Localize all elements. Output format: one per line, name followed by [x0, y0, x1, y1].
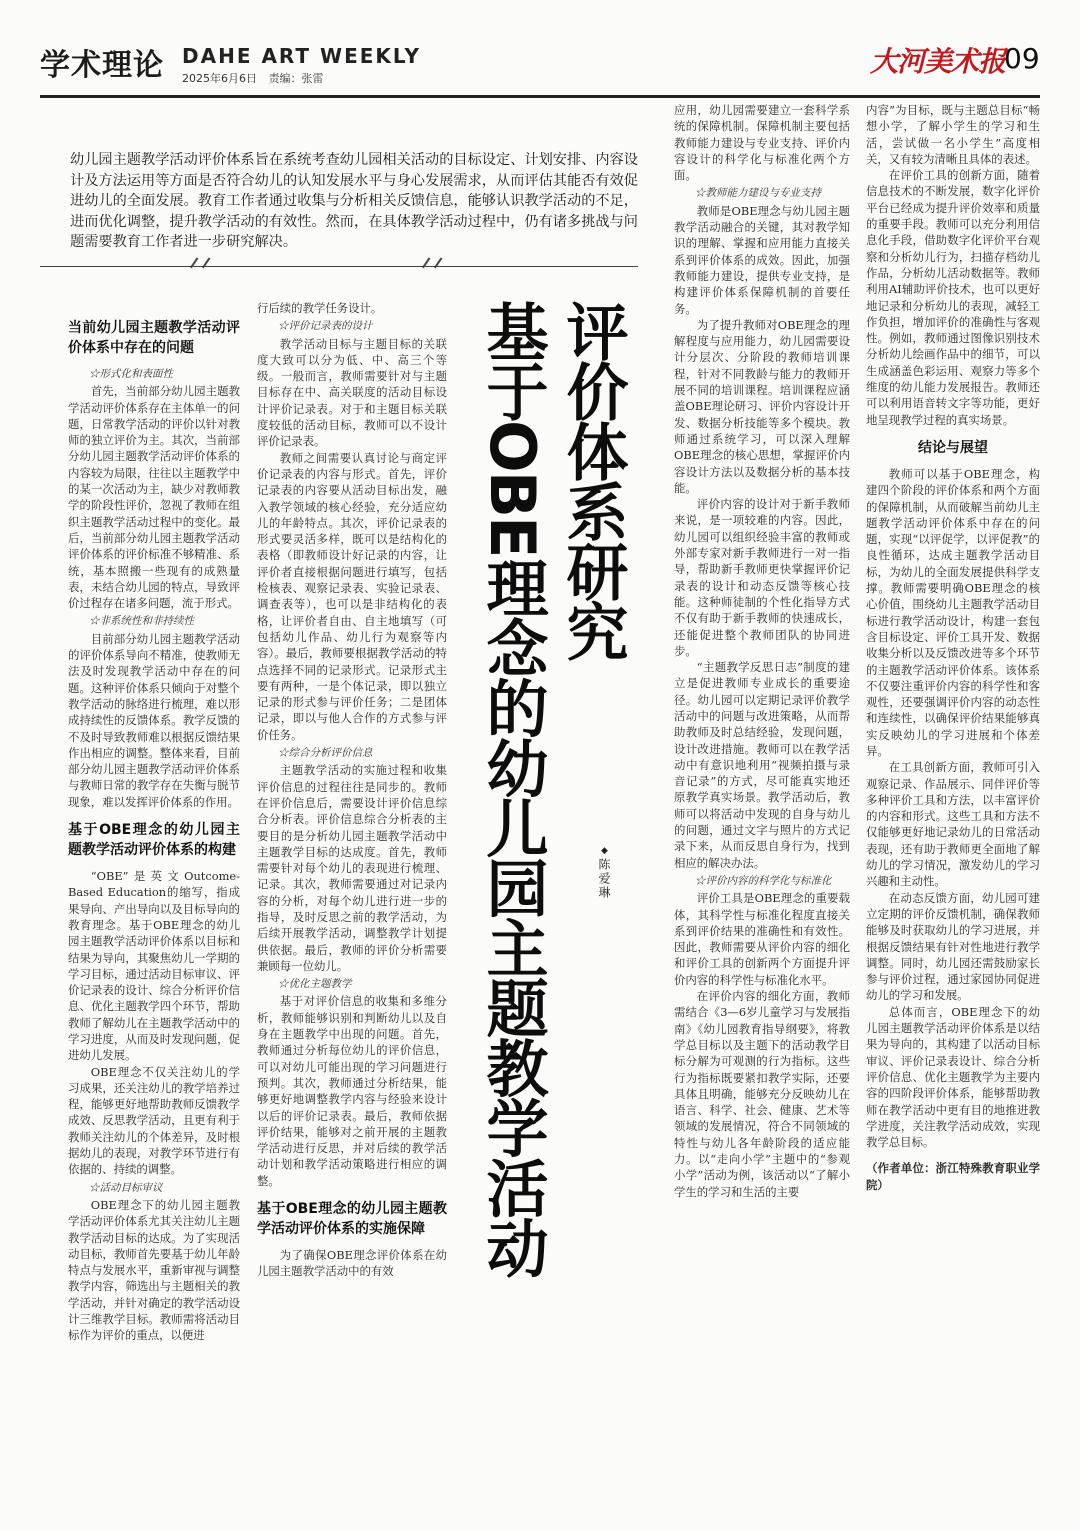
paragraph: 首先，当前部分幼儿园主题教学活动评价体系存在主体单一的问题，日常教学活动的评价以针对教师的独立评价为主。其次，当前部分幼儿园主题教学活动评价体系的内容较为局限，往往以主题教学中的某一次活动为主，缺少对教师教学的阶段性评价，忽视了教师在组织主题教学活动过程中的变化。最后，当前部分幼儿园主题教学活动评价体系的评价标准不够精准、系统，基本照搬一些现有的成熟量表，未结合幼儿园的特点，导致评价过程存在诸多问题，流于形式。 [68, 384, 240, 611]
issue-date: 2025年6月6日 [182, 72, 257, 85]
paragraph: 总体而言，OBE理念下的幼儿园主题教学活动评价体系是以结果为导向的，其构建了以活动目标审议、评价记录表设计、综合分析评价信息、优化主题教学为主要内容的四阶段评价体系，能够帮助教师在教学活动中更有目的地推进教学进度，关注教学活动成效，实现教学总目标。 [866, 1004, 1040, 1150]
paragraph: 基于对评价信息的收集和多维分析，教师能够识别和判断幼儿以及自身在主题教学中出现的问题。首先，教师通过分析每位幼儿的评价信息，可以对幼儿可能出现的学习问题进行预判。其次，教师通过分析结果，能够更好地调整教学内容与经验来设计以后的评价记录表。最后，教师依据评价结果，能够对之前开展的主题教学活动进行反思，并对后续的教学活动计划和教学活动策略进行相应的调整。 [257, 994, 447, 1188]
masthead-logo: 大河美术报 [870, 45, 1006, 78]
paragraph: “OBE”是英文Outcome-Based Education的缩写，指成果导向、产出导向以及目标导向的教育理念。基于OBE理念的幼儿园主题教学活动评价体系以目标和结果为导向，其聚焦幼儿一学期的学习目标，通过活动目标审议、评价记录表的设计、综合分析评价信息、优化主题教学四个环节，帮助教师了解幼儿在主题教学活动中的学习进度，从而及时发现问题，促进幼儿发展。 [68, 869, 240, 1063]
subheading: ☆形式化和表面性 [89, 368, 173, 380]
paragraph: 教师是OBE理念与幼儿园主题教学活动融合的关键，其对教学知识的理解、掌握和应用能力直接关系到评价体系的成效。因此，加强教师能力建设，提供专业支持，是构建评价体系保障机制的首要任务。 [674, 203, 850, 316]
paragraph: 在评价内容的细化方面，教师需结合《3—6岁儿童学习与发展指南》《幼儿园教育指导纲要》，将教学总目标以及主题下的活动教学目标分解为可观测的行为指标。这些行为指标既要紧扣教学实际，还要具体且明确，能够充分反映幼儿在语言、科学、社会、健康、艺术等领域的发展情况，符合不同领域的特性与幼儿各年龄阶段的适应能力。以“走向小学”主题中的“参观小学”活动为例，该活动以“了解小学生的学习和生活的主要 [674, 989, 850, 1199]
paragraph: 在工具创新方面，教师可引入观察记录、作品展示、同伴评价等多种评价工具和方法，以丰富评价的内容和形式。这些工具和方法不仅能够更好地记录幼儿的日常活动表现，还有助于教师更全面地了解幼儿的学习情况，激发幼儿的学习兴趣和主动性。 [866, 760, 1040, 889]
article-title-line-1: 评价体系研究 [556, 300, 629, 660]
paragraph: 在动态反馈方面，幼儿园可建立定期的评价反馈机制，确保教师能够及时获取幼儿的学习进展，并根据反馈结果有针对性地进行教学调整。同时，幼儿园还需鼓励家长参与评价过程，通过家园协同促进幼儿的学习和发展。 [866, 890, 1040, 1003]
subheading: ☆教师能力建设与专业支持 [695, 187, 821, 200]
column-2 [257, 300, 447, 1525]
section-title: 学术理论 [40, 48, 164, 83]
paragraph: 教师可以基于OBE理念，构建四个阶段的评价体系和两个方面的保障机制，从而破解当前幼儿主题教学活动评价体系中存在的问题，实现“以评促学，以评促教”的良性循环，达成主题教学活动目标，为幼儿的全面发展提供科学支撑。教师需要明确OBE理念的核心价值，围绕幼儿主题教学活动目标进行教学活动设计，构建一套包含目标设定、评价工具开发、数据收集分析以及反馈改进等多个环节的主题教学活动评价体系。该体系不仅要注重评价内容的科学性和客观性，还要强调评价内容的动态性和连续性，以确保评价结果能够真实反映幼儿的学习进展和个体差异。 [866, 466, 1040, 758]
paragraph: 内容”为目标，既与主题总目标“畅想小学，了解小学生的学习和生活，尝试做一名小学生”高度相关，又有较为清晰且具体的表述。 [866, 103, 1040, 166]
column-1 [68, 318, 240, 1518]
section-heading: 基于OBE理念的幼儿园主题教学活动评价体系的构建 [68, 822, 240, 859]
subheading: ☆优化主题教学 [278, 978, 352, 991]
paragraph: 为了提升教师对OBE理念的理解程度与应用能力，幼儿园需要设计分层次、分阶段的教师培训课程，针对不同教龄与能力的教师开展不同的培训课程。培训课程应涵盖OBE理论研习、评价内容设计开发、数据分析技能等多个模块。教师通过系统学习，可以深入理解OBE理念的核心思想，掌握评价内容设计方法以及数据分析的基本技能。 [674, 317, 850, 495]
subheading: ☆评价内容的科学化与标准化 [695, 874, 832, 887]
subheading: ☆评价记录表的设计 [278, 320, 373, 333]
subheading: ☆非系统性和非持续性 [89, 615, 194, 628]
header-rule [40, 95, 1040, 98]
paragraph: OBE理念下的幼儿园主题教学活动评价体系尤其关注幼儿主题教学活动目标的达成。为了实现活动目标，教师首先要基于幼儿年龄特点与发展水平，重新审视与调整教学内容，筛选出与主题相关的教学活动，并针对确定的教学活动设计三维教学目标。教师需将活动目标作为评价的重点，以便进 [68, 1197, 240, 1343]
paragraph: 主题教学活动的实施过程和收集评价信息的过程往往是同步的。教师在评价信息后，需要设计评价信息综合分析表。评价信息综合分析表的主要目的是分析幼儿园主题教学活动中主题教学目标的达成度。首先，教师需要针对每个幼儿的表现进行梳理、记录。其次，教师需要通过对记录内容的分析，对每个幼儿进行进一步的指导，及时反思之前的教学活动，为后续开展教学活动，调整教学计划提供依据。最后，教师的评价分析需要兼顾每一位幼儿。 [257, 763, 447, 973]
paragraph: OBE理念不仅关注幼儿的学习成果，还关注幼儿的教学培养过程，能够更好地帮助教师反馈教学成效、反思教学活动，且更有利于教师关注幼儿的个体差异，及时根据幼儿的表现，对教学环节进行有依据的、持续的调整。 [68, 1064, 240, 1177]
column-4 [674, 102, 850, 1522]
article-intro: 幼儿园主题教学活动评价体系旨在系统考查幼儿园相关活动的目标设定、计划安排、内容设计及方法运用等方面是否符合幼儿的认知发展水平与身心发展需求，从而评估其能否有效促进幼儿的全面发展。教育工作者通过收集与分析相关反馈信息，能够认识教学活动的不足，进而优化调整，提升教学活动的有效性。然而，在具体教学活动过程中，仍有诸多挑战与问题需要教育工作者进一步研究解决。 [70, 152, 638, 250]
author-affiliation: （作者单位：浙江特殊教育职业学院） [866, 1161, 1040, 1192]
paragraph: 为了确保OBE理念评价体系在幼儿园主题教学活动中的有效 [257, 1248, 447, 1279]
paragraph: 教师之间需要认真讨论与商定评价记录表的内容与形式。首先，评价记录表的内容要从活动目标出发，融入教学领域的核心经验，充分适应幼儿的年龄特点。其次，评价记录表的形式要灵活多样，既可以是结构化的表格（即教师设计好记录的内容，让评价者直接根据问题进行填写，包括检核表、观察记录表、实验记录表、调查表等），也可以是非结构化的表格，让评价者自由、自主地填写（可包括幼儿作品、幼儿行为观察等内容）。最后，教师要根据教学活动的特点选择不同的记录形式。记录形式主要有两种，一是个体记录，即以独立记录的形式参与评价任务；二是团体记录，即以与他人合作的方式参与评价任务。 [257, 450, 447, 742]
paragraph: 在评价工具的创新方面，随着信息技术的不断发展，数字化评价平台已经成为提升评价效率和质量的重要手段。教师可以充分利用信息化手段，借助数字化评价平台观察和分析幼儿行为，扫描存档幼儿作品，分析幼儿活动数据等。教师利用AI辅助评价技术，也可以更好地记录和分析幼儿的表现，减轻工作负担，增加评价的准确性与客观性。例如，教师通过图像识别技术分析幼儿绘画作品中的细节，可以生成涵盖色彩运用、观察力等多个维度的幼儿能力发展报告。教师还可以利用语音转文字等功能，更好地呈现教学过程的真实场景。 [866, 168, 1040, 427]
paragraph: 目前部分幼儿园主题教学活动的评价体系导向不精准，使教师无法及时发现教学活动中存在的问题。这种评价体系只倾向于对整个教学活动的脉络进行梳理，难以形成持续性的反馈体系。教学反馈的不及时导致教师难以根据反馈结果作出相应的调整。整体来看，目前部分幼儿园主题教学活动评价体系与教师日常的教学存在失衡与脱节现象，难以发挥评价体系的作用。 [68, 631, 240, 809]
paragraph: “主题教学反思日志”制度的建立是促进教师专业成长的重要途径。幼儿园可以定期记录评价教学活动中的问题与改进策略，从而帮助教师及时总结经验，发现问题，设计改进措施。教师可以在教学活动中有意识地利用“视频拍摄与录音记录”的方式，尽可能真实地还原教学真实场景。教学活动后，教师可以将活动中发现的自身与幼儿的问题，通过文字与照片的方式记录下来，从而反思自身行为，找到相应的解决办法。 [674, 660, 850, 870]
intro-divider [40, 266, 638, 267]
article-title-line-2: 基于OBE理念的幼儿园主题教学活动 [476, 300, 549, 1277]
header-meta [182, 70, 332, 86]
paragraph: 评价内容的设计对于新手教师来说，是一项较难的内容。因此，幼儿园可以组织经验丰富的教师或外部专家对新手教师进行一对一指导，帮助新手教师更快掌握评价记录表的设计和动态反馈等核心技能。这种师徒制的个性化指导方式不仅有助于新手教师的快速成长，还能促进整个教师团队的协同进步。 [674, 497, 850, 658]
paragraph: 应用，幼儿园需要建立一套科学系统的保障机制。保障机制主要包括教师能力建设与专业支持、评价内容设计的科学化与标准化两个方面。 [674, 103, 850, 183]
paragraph: 评价工具是OBE理念的重要载体，其科学性与标准化程度直接关系到评价结果的准确性和有效性。因此，教师需要从评价内容的细化和评价工具的创新两个方面提升评价内容的科学性与标准化水平。 [674, 891, 850, 987]
paragraph: 教学活动目标与主题目标的关联度大致可以分为低、中、高三个等级。一般而言，教师需要针对与主题目标存在中、高关联度的活动目标设计评价记录表。对于和主题目标关联度较低的活动目标，教师可以不设计评价记录表。 [257, 336, 447, 449]
article-author: 陈爱琳 [597, 858, 611, 900]
page-number: 09 [1004, 42, 1040, 75]
section-heading: 当前幼儿园主题教学活动评价体系中存在的问题 [68, 320, 240, 356]
paragraph: 行后续的教学任务设计。 [257, 301, 383, 315]
column-5 [866, 102, 1040, 1522]
author-marker-icon: ◆ [601, 846, 608, 856]
section-heading: 基于OBE理念的幼儿园主题教学活动评价体系的实施保障 [257, 1201, 447, 1238]
editor-credit: 责编：张雷 [268, 72, 324, 85]
section-heading: 结论与展望 [918, 439, 988, 456]
subheading: ☆综合分析评价信息 [278, 747, 373, 760]
weekly-title: DAHE ART WEEKLY [182, 44, 422, 68]
subheading: ☆活动目标审议 [89, 1181, 163, 1194]
